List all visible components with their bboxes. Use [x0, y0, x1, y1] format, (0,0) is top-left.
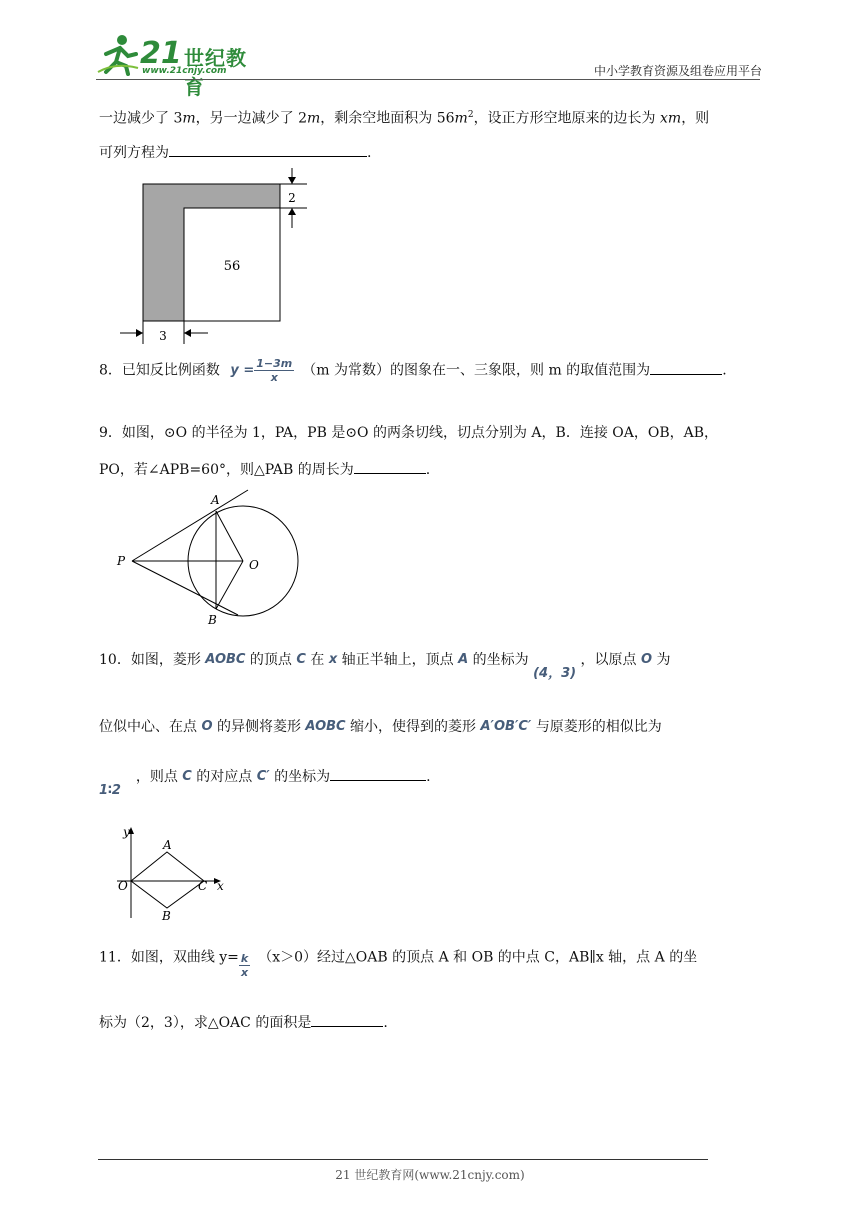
- q10-label-o: O: [118, 879, 128, 893]
- q8-answer-blank: [650, 358, 722, 375]
- q7-left-dimension: 3: [159, 329, 167, 343]
- q11-answer-blank: [311, 1010, 383, 1027]
- q10-label-c: C: [198, 879, 208, 893]
- q7-answer-blank: [169, 140, 367, 157]
- q10-figure: [114, 822, 234, 922]
- q8-fraction: $\frac{1-3m}{x}$: [256, 357, 293, 384]
- q10-rhombus: [131, 852, 204, 908]
- q7-text-line2: 可列方程为 .: [99, 140, 371, 162]
- q11-text-line1: 11．如图，双曲线 y= $\frac{k}{x}$ （x＞0）经过△OAB 的顶点 A 和 OB 的中点 C，AB∥x 轴，点 A 的坐: [99, 949, 698, 979]
- q10-label-b: B: [162, 909, 171, 922]
- runner-logo-icon: [96, 32, 140, 76]
- q11-fraction: $\frac{k}{x}$: [240, 952, 249, 979]
- q8-text: 8．已知反比例函数 y = $\frac{1-3m}{x}$ （m 为常数）的图象在一、三象限，则 m 的取值范围为 .: [99, 357, 727, 384]
- logo-text: 世纪教育: [184, 46, 247, 99]
- q10-answer-blank: [330, 764, 426, 781]
- footer-text: 21 世纪教育网(www.21cnjy.com): [335, 1168, 525, 1182]
- q8-formula: y =: [230, 362, 255, 378]
- q9-figure: [110, 488, 310, 628]
- header-divider: [96, 79, 760, 80]
- q10-text-line2: 位似中心、在点 O 的异侧将菱形 AOBC 缩小，使得到的菱形 A′OB′C′ 与原菱形的相似比为: [99, 719, 662, 735]
- q9-label-o: O: [249, 558, 259, 572]
- q10-label-a: A: [163, 838, 172, 852]
- q9-label-p: P: [117, 554, 126, 568]
- q10-text-line1: 10．如图，菱形 AOBC 的顶点 C 在 x 轴正半轴上，顶点 A 的坐标为 (4，3) ，以原点 O 为: [99, 652, 671, 681]
- footer-divider: [98, 1159, 708, 1160]
- q10-label-x: x: [217, 879, 224, 893]
- header-platform-text: 中小学教育资源及组卷应用平台: [593, 64, 762, 78]
- q9-label-b: B: [208, 613, 217, 627]
- q10-label-y: y: [123, 825, 130, 839]
- q9-label-a: A: [211, 493, 220, 507]
- q9-answer-blank: [354, 457, 426, 474]
- q7-top-dimension: 2: [288, 191, 296, 205]
- q7-area-label: 56: [223, 259, 241, 274]
- q9-text-line2: PO，若∠APB=60°，则△PAB 的周长为 .: [99, 457, 430, 479]
- q9-text-line1: 9．如图，⊙O 的半径为 1，PA，PB 是⊙O 的两条切线，切点分别为 A，B．连接 OA，OB，AB，: [99, 425, 719, 441]
- logo-number: 21: [140, 36, 182, 71]
- q11-text-line2: 标为（2，3），求△OAC 的面积是 .: [99, 1010, 388, 1032]
- site-logo: [96, 32, 266, 99]
- q7-figure: [112, 166, 322, 346]
- q7-text-line1: 一边减少了 3m，另一边减少了 2m，剩余空地面积为 $56m^2$，设正方形空地原来的边长为 xm，则: [99, 110, 710, 127]
- q10-text-line3: 1∶2 ，则点 C 的对应点 C′ 的坐标为 .: [99, 764, 431, 786]
- logo-url: www.21cnjy.com: [142, 66, 227, 76]
